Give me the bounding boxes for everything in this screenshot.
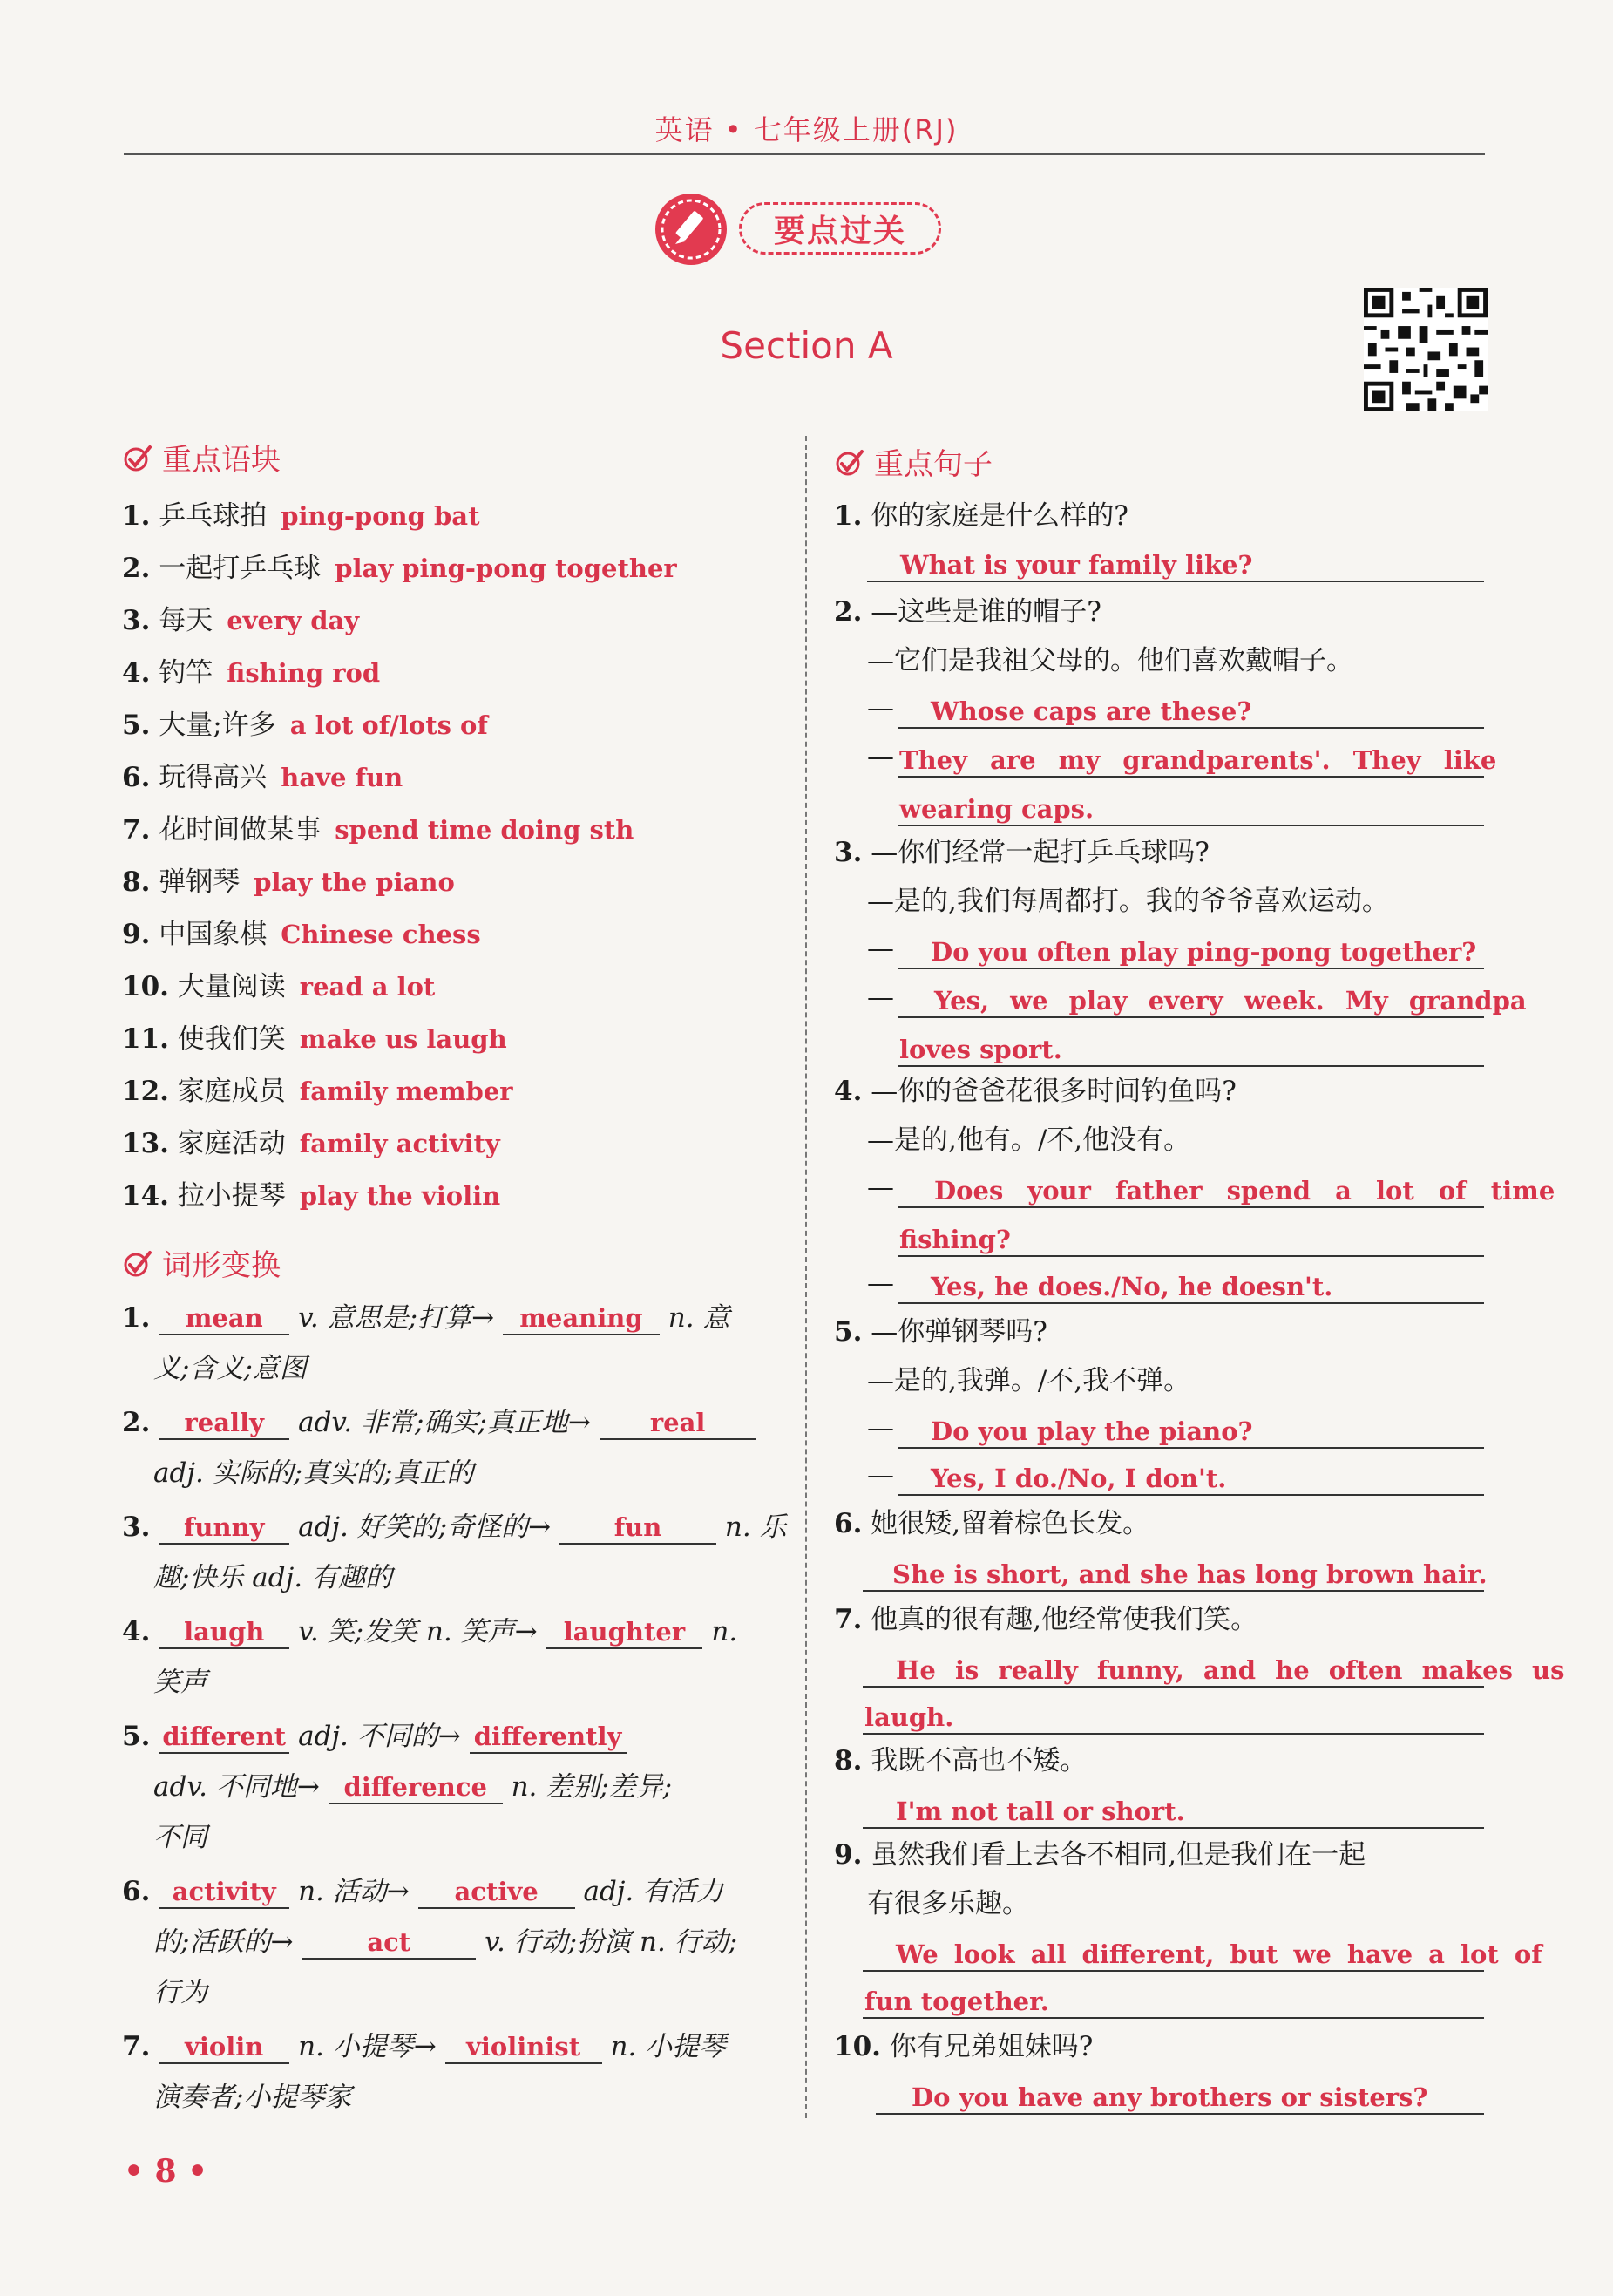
phrase-number: 8. bbox=[122, 866, 151, 898]
wordform-text-2: n. 小提琴 bbox=[610, 2031, 727, 2062]
phrase-answer: spend time doing sth bbox=[335, 815, 634, 845]
phrase-number: 13. bbox=[122, 1128, 169, 1159]
wordform-line bbox=[122, 1614, 737, 1649]
wordform-line bbox=[153, 1665, 207, 1700]
dash: — bbox=[867, 1172, 894, 1203]
qr-code-icon[interactable] bbox=[1364, 288, 1488, 411]
phrase-chinese: 家庭成员 bbox=[177, 1076, 286, 1107]
phrase-answer: read a lot bbox=[299, 972, 436, 1002]
wordforms-heading bbox=[122, 1241, 281, 1284]
phrase-answer: play the piano bbox=[254, 867, 455, 897]
dash: — bbox=[867, 1459, 894, 1491]
sentence-2-answer-2b: wearing caps. bbox=[899, 794, 1095, 824]
wordform-line bbox=[153, 2080, 351, 2115]
wordform-text-2: n. 乐 bbox=[724, 1511, 787, 1543]
dash: — bbox=[867, 982, 894, 1013]
phrase-answer: every day bbox=[227, 606, 360, 635]
sentence-2-answer-1: Whose caps are these? bbox=[931, 696, 1252, 726]
phrase-chinese: 钓竿 bbox=[159, 657, 213, 689]
sentence-5-answer-1: Do you play the piano? bbox=[931, 1416, 1253, 1446]
wordform-line bbox=[122, 1874, 723, 1909]
running-header: 英语 • 七年级上册(RJ) bbox=[654, 113, 959, 146]
wordform-number: 3. bbox=[122, 1511, 151, 1543]
sentence-4-reply: —是的,他有。/不,他没有。 bbox=[867, 1124, 1191, 1156]
phrase-chinese: 中国象棋 bbox=[159, 919, 268, 950]
phrase-number: 3. bbox=[122, 605, 151, 636]
sentence-6-prompt: 6. 她很矮,留着棕色长发。 bbox=[834, 1508, 1150, 1539]
sentence-7-answer-a: He is really funny, and he often makes us bbox=[896, 1655, 1565, 1685]
wordform-number: 4. bbox=[122, 1616, 151, 1647]
wordform-line bbox=[153, 1456, 474, 1491]
phrase-answer: play the violin bbox=[299, 1181, 501, 1211]
phrase-chinese: 大量;许多 bbox=[159, 710, 276, 741]
wordform-blank-2[interactable]: laughter bbox=[546, 1614, 702, 1649]
section-badge bbox=[655, 194, 952, 267]
wordform-line bbox=[153, 1820, 207, 1855]
phrase-item bbox=[122, 594, 359, 647]
wordform-text-3: 笑声 bbox=[153, 1667, 207, 1698]
sentence-5-prompt: 5. —你弹钢琴吗? bbox=[834, 1316, 1047, 1348]
sentence-7-answer-b: laugh. bbox=[864, 1702, 954, 1732]
phrase-item bbox=[122, 1013, 507, 1065]
wordform-line bbox=[122, 1405, 756, 1440]
sentence-9-prompt-cont: 有很多乐趣。 bbox=[867, 1888, 1029, 1919]
wordform-text-1: adj. 不同的→ bbox=[298, 1721, 461, 1752]
sentences-heading-label: 重点句子 bbox=[874, 447, 993, 482]
wordform-text-1: adj. 好笑的;奇怪的→ bbox=[298, 1511, 552, 1543]
wordform-line bbox=[153, 1351, 307, 1386]
wordform-text-3: 演奏者;小提琴家 bbox=[153, 2082, 352, 2113]
wordform-blank-2[interactable]: meaning bbox=[503, 1301, 660, 1335]
phrase-answer: fishing rod bbox=[227, 658, 381, 688]
wordform-blank-1[interactable]: funny bbox=[159, 1510, 289, 1545]
phrase-number: 2. bbox=[122, 553, 151, 584]
phrase-item bbox=[122, 1065, 513, 1117]
wordform-blank-3[interactable]: act bbox=[302, 1925, 476, 1960]
wordform-text-2: n. 意 bbox=[668, 1302, 730, 1334]
phrases-heading-label: 重点语块 bbox=[162, 443, 281, 478]
sentence-8-answer: I'm not tall or short. bbox=[896, 1797, 1185, 1826]
page-number: • 8 • bbox=[124, 2153, 208, 2190]
sentence-6-answer: She is short, and she has long brown hair. bbox=[892, 1559, 1488, 1589]
wordform-text-5: 行为 bbox=[153, 1977, 207, 2008]
phrase-number: 10. bbox=[122, 971, 169, 1002]
phrase-chinese: 一起打乒乓球 bbox=[159, 553, 322, 584]
wordform-line bbox=[122, 1719, 627, 1754]
wordform-text-1: n. 小提琴→ bbox=[298, 2031, 437, 2062]
sentence-3-answer-2b: loves sport. bbox=[899, 1035, 1062, 1064]
dash: — bbox=[867, 1267, 894, 1299]
phrase-answer: family member bbox=[299, 1077, 513, 1106]
wordform-text-3: adj. 实际的;真实的;真正的 bbox=[153, 1457, 474, 1489]
wordform-text-1: v. 意思是;打算→ bbox=[298, 1302, 495, 1334]
wordform-line bbox=[122, 1510, 787, 1545]
sentence-8-prompt: 8. 我既不高也不矮。 bbox=[834, 1745, 1088, 1776]
wordform-blank-2[interactable]: fun bbox=[559, 1510, 716, 1545]
sentence-1-answer: What is your family like? bbox=[900, 550, 1253, 580]
sentence-2-reply: —它们是我祖父母的。他们喜欢戴帽子。 bbox=[867, 645, 1353, 676]
wordform-blank-1[interactable]: really bbox=[159, 1405, 289, 1440]
wordform-blank-2[interactable]: real bbox=[600, 1405, 756, 1440]
phrase-answer: ping-pong bat bbox=[281, 501, 480, 531]
phrase-item bbox=[122, 804, 634, 856]
sentence-3-prompt: 3. —你们经常一起打乒乓球吗? bbox=[834, 837, 1210, 868]
wordform-line bbox=[153, 1770, 672, 1804]
wordform-number: 7. bbox=[122, 2031, 151, 2062]
phrase-answer: family activity bbox=[299, 1129, 500, 1158]
wordform-text-3: adv. 不同地→ bbox=[153, 1771, 320, 1803]
wordform-blank-2[interactable]: active bbox=[418, 1874, 575, 1909]
phrase-item bbox=[122, 751, 403, 804]
sentence-9-answer-a: We look all different, but we have a lot of bbox=[896, 1939, 1542, 1969]
phrase-answer: play ping-pong together bbox=[335, 554, 677, 583]
wordforms-heading-label: 词形变换 bbox=[162, 1248, 281, 1283]
phrase-chinese: 花时间做某事 bbox=[159, 814, 322, 846]
wordform-blank-2[interactable]: violinist bbox=[445, 2029, 602, 2064]
sentence-3-reply: —是的,我们每周都打。我的爷爷喜欢运动。 bbox=[867, 886, 1389, 917]
sentence-10-answer: Do you have any brothers or sisters? bbox=[912, 2082, 1428, 2112]
wordform-blank-1[interactable]: violin bbox=[159, 2029, 289, 2064]
phrase-chinese: 大量阅读 bbox=[177, 971, 286, 1002]
phrase-item bbox=[122, 961, 435, 1013]
phrase-number: 4. bbox=[122, 657, 151, 689]
wordform-text-3: 义;含义;意图 bbox=[153, 1353, 307, 1384]
phrase-number: 12. bbox=[122, 1076, 169, 1107]
badge-label: 要点过关 bbox=[739, 202, 941, 255]
sentence-4-answer-1a: Does your father spend a lot of time bbox=[934, 1176, 1555, 1206]
wordform-text-3: 趣;快乐 adj. 有趣的 bbox=[153, 1562, 392, 1593]
wordform-line bbox=[122, 1301, 729, 1335]
phrase-chinese: 使我们笑 bbox=[177, 1023, 286, 1055]
sentence-9-answer-b: fun together. bbox=[864, 1987, 1049, 2016]
wordform-text-1: v. 笑;发笑 n. 笑声→ bbox=[298, 1616, 538, 1647]
sentence-4-answer-1b: fishing? bbox=[899, 1225, 1011, 1254]
check-icon bbox=[122, 1247, 153, 1279]
phrase-number: 9. bbox=[122, 919, 151, 950]
phrase-item bbox=[122, 542, 677, 594]
sentence-2-prompt: 2. —这些是谁的帽子? bbox=[834, 596, 1101, 628]
wordform-blank-2[interactable]: differently bbox=[470, 1719, 627, 1754]
phrase-chinese: 乒乓球拍 bbox=[159, 500, 268, 532]
phrase-item bbox=[122, 699, 488, 751]
wordform-blank-1[interactable]: laugh bbox=[159, 1614, 289, 1649]
header-rule bbox=[124, 153, 1485, 155]
wordform-line bbox=[153, 1560, 392, 1595]
section-title: Section A bbox=[720, 324, 893, 367]
wordform-text-1: n. 活动→ bbox=[298, 1876, 410, 1907]
sentence-7-prompt: 7. 他真的很有趣,他经常使我们笑。 bbox=[834, 1604, 1258, 1635]
sentence-9-prompt: 9. 虽然我们看上去各不相同,但是我们在一起 bbox=[834, 1839, 1366, 1871]
dash: — bbox=[867, 1412, 894, 1443]
phrase-chinese: 弹钢琴 bbox=[159, 866, 241, 898]
phrase-number: 5. bbox=[122, 710, 151, 741]
phrase-chinese: 玩得高兴 bbox=[159, 762, 268, 793]
phrases-heading bbox=[122, 436, 281, 479]
phrase-answer: a lot of/lots of bbox=[289, 710, 488, 740]
wordform-text-5: 不同 bbox=[153, 1822, 207, 1853]
phrase-number: 7. bbox=[122, 814, 151, 846]
wordform-number: 2. bbox=[122, 1407, 151, 1438]
phrase-number: 6. bbox=[122, 762, 151, 793]
wordform-text-3: 的;活跃的→ bbox=[153, 1926, 294, 1958]
phrase-item bbox=[122, 647, 380, 699]
wordform-text-4: v. 行动;扮演 n. 行动; bbox=[485, 1926, 738, 1958]
sentences-heading bbox=[834, 440, 993, 483]
wordform-text-2: adj. 有活力 bbox=[583, 1876, 724, 1907]
column-divider bbox=[805, 436, 807, 2118]
wordform-blank-1[interactable]: activity bbox=[159, 1874, 289, 1909]
wordform-line bbox=[153, 1925, 737, 1960]
check-icon bbox=[834, 446, 865, 478]
phrase-item bbox=[122, 1117, 500, 1170]
dash: — bbox=[867, 933, 894, 964]
phrase-item bbox=[122, 1170, 500, 1222]
sentence-4-answer-2: Yes, he does./No, he doesn't. bbox=[931, 1272, 1333, 1301]
phrase-item bbox=[122, 908, 481, 961]
sentence-5-answer-2: Yes, I do./No, I don't. bbox=[931, 1464, 1227, 1493]
pencil-icon bbox=[655, 194, 727, 265]
sentence-3-answer-1: Do you often play ping-pong together? bbox=[931, 937, 1477, 967]
wordform-blank-3[interactable]: difference bbox=[329, 1770, 503, 1804]
phrase-item bbox=[122, 490, 479, 542]
phrase-answer: have fun bbox=[281, 763, 403, 792]
wordform-text-1: adv. 非常;确实;真正地→ bbox=[298, 1407, 591, 1438]
wordform-line bbox=[153, 1975, 207, 2010]
phrase-number: 14. bbox=[122, 1180, 169, 1212]
phrase-answer: make us laugh bbox=[299, 1024, 507, 1054]
wordform-number: 5. bbox=[122, 1721, 151, 1752]
wordform-number: 6. bbox=[122, 1876, 151, 1907]
wordform-blank-1[interactable]: mean bbox=[159, 1301, 289, 1335]
wordform-number: 1. bbox=[122, 1302, 151, 1334]
sentence-7-blank-2[interactable] bbox=[863, 1695, 1484, 1735]
wordform-line bbox=[122, 2029, 726, 2064]
phrase-number: 1. bbox=[122, 500, 151, 532]
dash: — bbox=[867, 741, 894, 772]
sentence-1-prompt: 1. 你的家庭是什么样的? bbox=[834, 500, 1128, 532]
sentence-10-prompt: 10. 你有兄弟姐妹吗? bbox=[834, 2031, 1094, 2062]
phrase-chinese: 家庭活动 bbox=[177, 1128, 286, 1159]
phrase-number: 11. bbox=[122, 1023, 169, 1055]
wordform-text-2: n. bbox=[711, 1616, 738, 1647]
dash: — bbox=[867, 692, 894, 723]
phrase-item bbox=[122, 856, 455, 908]
phrase-chinese: 每天 bbox=[159, 605, 213, 636]
sentence-5-reply: —是的,我弹。/不,我不弹。 bbox=[867, 1365, 1191, 1396]
wordform-blank-1[interactable]: different bbox=[159, 1719, 289, 1754]
sentence-3-answer-2a: Yes, we play every week. My grandpa bbox=[934, 986, 1527, 1016]
sentence-4-prompt: 4. —你的爸爸花很多时间钓鱼吗? bbox=[834, 1076, 1237, 1107]
wordform-text-4: n. 差别;差异; bbox=[511, 1771, 673, 1803]
sentence-2-answer-2a: They are my grandparents'. They like bbox=[899, 745, 1497, 775]
phrase-chinese: 拉小提琴 bbox=[177, 1180, 286, 1212]
phrase-answer: Chinese chess bbox=[281, 920, 481, 949]
check-icon bbox=[122, 442, 153, 473]
